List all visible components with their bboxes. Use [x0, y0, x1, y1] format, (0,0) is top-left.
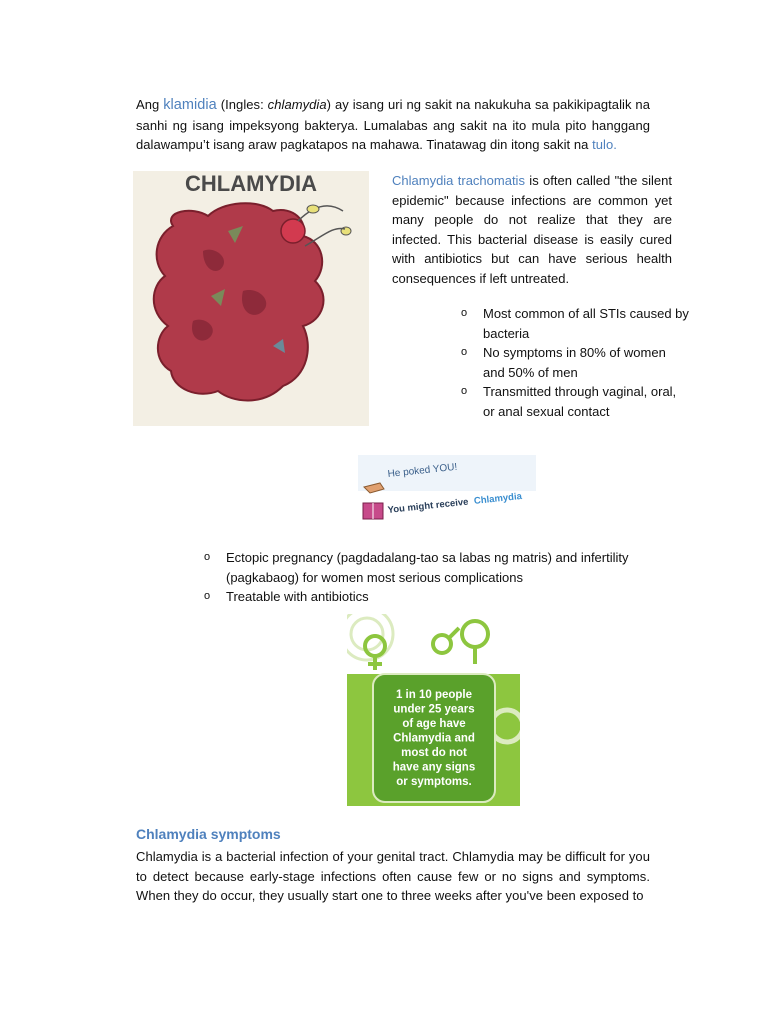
- intro-paragraph: [136, 95, 650, 155]
- germ-title: CHLAMYDIA: [185, 171, 317, 196]
- list-item: [461, 382, 691, 421]
- tulo-term: tulo.: [592, 137, 617, 152]
- stats-line: or symptoms.: [396, 776, 472, 788]
- klamidia-term: klamidia: [163, 97, 217, 113]
- list-item: [204, 587, 674, 607]
- stats-line: Chlamydia and: [393, 732, 475, 745]
- chlamydia-italic: chlamydia: [267, 97, 327, 112]
- list-item-text: Treatable with antibiotics: [226, 589, 369, 604]
- bullet-marker: o: [461, 385, 468, 397]
- trachomatis-rest: is often called "the silent epidemic" because infections are common yet many people do not realize that they are infected. This bacterial disease is easily cured with antibiotics but can have serious health consequences if left untreated.: [392, 173, 672, 286]
- stats-line: most do not: [401, 747, 467, 759]
- list-item: [461, 304, 691, 343]
- statistics-graphic: [347, 614, 520, 806]
- green-drawing: [347, 614, 520, 806]
- bullet-marker: o: [204, 551, 211, 563]
- symptoms-heading: Chlamydia symptoms: [136, 826, 281, 842]
- stats-line: 1 in 10 people: [395, 689, 473, 701]
- stats-line: of age have: [402, 718, 466, 730]
- bullet-marker: o: [461, 346, 468, 358]
- intro-rest: ) ay isang uri ng sakit na nakukuha sa pakikipagtalik na sanhi ng isang impeksyong bakterya. Lumalabas ang sakit na ito mula pito hanggang dalawampu’t isang araw pagkatapos na mahawa. Tinatawag din itong sakit na: [136, 97, 650, 152]
- trachomatis-term: Chlamydia trachomatis: [392, 173, 525, 188]
- symptoms-paragraph: Chlamydia is a bacterial infection of your genital tract. Chlamydia may be difficult for you to detect because early-stage infections often cause few or no signs and symptoms. When they do occur, they usually start one to three weeks after you've been exposed to: [136, 849, 650, 903]
- list-item: [461, 343, 691, 382]
- poke-line1: He poked YOU!: [387, 461, 458, 480]
- bullet-marker: o: [461, 307, 468, 319]
- complications-list: [204, 548, 674, 607]
- list-item-text: No symptoms in 80% of women and 50% of men: [483, 345, 666, 380]
- stats-line: have any signs: [392, 761, 476, 774]
- bullet-marker: o: [204, 590, 211, 602]
- list-item-text: Most common of all STIs caused by bacteria: [483, 306, 689, 341]
- facts-list: [461, 304, 691, 421]
- stats-text: [393, 689, 475, 788]
- poke-image: [358, 455, 536, 531]
- list-item-text: Transmitted through vaginal, oral, or anal sexual contact: [483, 384, 677, 419]
- poke-line2-prefix: You might receive: [387, 496, 470, 516]
- trachomatis-paragraph: [392, 171, 672, 288]
- list-item: [204, 548, 674, 587]
- intro-ang: Ang: [136, 97, 160, 112]
- germ-drawing: [133, 171, 369, 426]
- poke-drawing: [358, 455, 536, 531]
- intro-paren-open: (Ingles:: [220, 97, 264, 112]
- list-item-text: Ectopic pregnancy (pagdadalang-tao sa labas ng matris) and infertility (pagkabaog) for women most serious complications: [226, 550, 629, 585]
- stats-line: under 25 years: [393, 703, 475, 716]
- poke-line2-word: Chlamydia: [473, 490, 523, 507]
- chlamydia-germ-illustration: [133, 171, 369, 426]
